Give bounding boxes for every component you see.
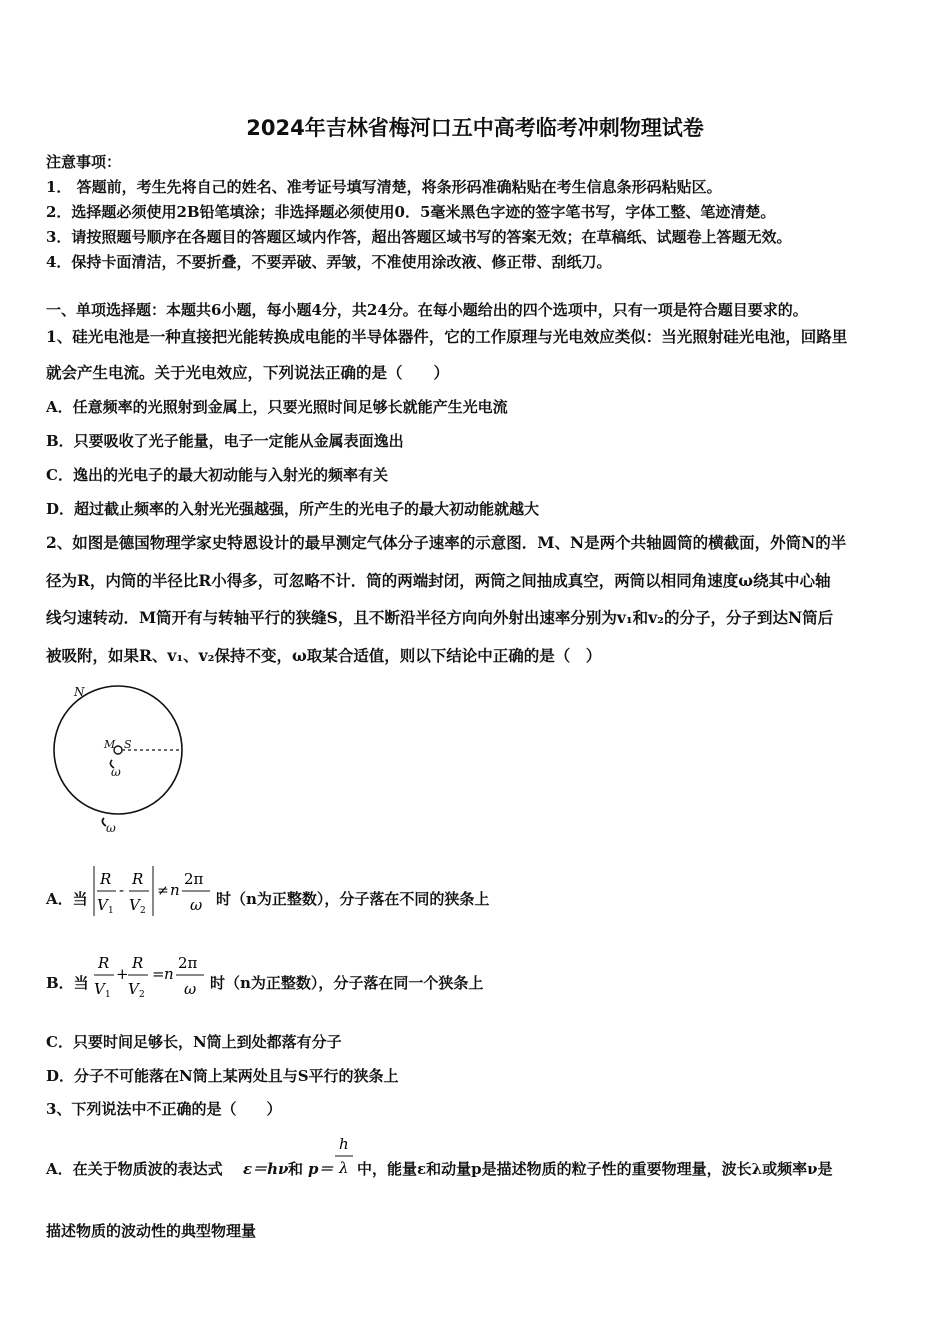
frac1-den: V [94, 980, 105, 998]
notice-item-1: 1． 答题前，考生先将自己的姓名、准考证号填写清楚，将条形码准确粘贴在考生信息条形码粘贴区。 [46, 178, 722, 196]
q1-option-c: C．逸出的光电子的最大初动能与入射光的频率有关 [46, 466, 388, 484]
frac-num-h: h [339, 1135, 349, 1153]
q3-option-a-post: 中，能量ε和动量p是描述物质的粒子性的重要物理量，波长λ或频率ν是 [357, 1160, 833, 1178]
minus-sign: - [119, 881, 125, 899]
q3-momentum-formula: p＝ [308, 1160, 334, 1178]
label-omega-inner: ω [111, 765, 121, 779]
q2-stem-line1: 2、如图是德国物理学家史特恩设计的最早测定气体分子速率的示意图．M、N是两个共轴圆筒的横截面，外筒N的半 [46, 533, 847, 552]
frac1-den: V [97, 896, 108, 914]
notice-item-4: 4．保持卡面清洁，不要折叠，不要弄破、弄皱，不准使用涂改液、修正带、刮纸刀。 [46, 253, 612, 271]
frac1-sub: 1 [108, 906, 114, 916]
q1-option-a: A．任意频率的光照射到金属上，只要光照时间足够长就能产生光电流 [46, 398, 508, 416]
plus-sign: + [116, 965, 129, 983]
frac2-den: V [129, 896, 140, 914]
eq-sign: = [152, 965, 165, 983]
q2-option-b-formula [92, 946, 208, 1004]
q1-option-d: D．超过截止频率的入射光光强越强，所产生的光电子的最大初动能就越大 [46, 500, 540, 518]
frac3-den: ω [190, 896, 203, 914]
notice-heading: 注意事项： [46, 153, 122, 171]
n-symbol: n [170, 881, 180, 899]
n-symbol: n [164, 965, 174, 983]
q2-stem-line4: 被吸附，如果R、v₁、v₂保持不变，ω取某合适值，则以下结论中正确的是（ ） [46, 646, 602, 665]
label-omega-outer: ω [106, 821, 116, 835]
q1-stem-line2: 就会产生电流。关于光电效应，下列说法正确的是（ ） [46, 363, 450, 382]
q3-h-over-lambda [333, 1132, 355, 1180]
frac3-den: ω [184, 980, 197, 998]
frac2-sub: 2 [139, 990, 145, 1000]
frac2-den: V [128, 980, 139, 998]
frac2-num: R [132, 870, 144, 888]
frac3-num: 2π [178, 954, 198, 972]
frac2-num: R [132, 954, 144, 972]
neq-sign: ≠ [157, 883, 169, 899]
q1-option-b: B．只要吸收了光子能量，电子一定能从金属表面逸出 [46, 432, 404, 450]
q3-energy-formula: ε＝hν [243, 1160, 289, 1178]
q2-stem-line3: 线匀速转动．M筒开有与转轴平行的狭缝S，且不断沿半径方向向外射出速率分别为v₁和v₂的分子，分子到达N筒后 [46, 608, 834, 627]
cylinder-diagram [48, 680, 188, 840]
section-heading: 一、单项选择题：本题共6小题，每小题4分，共24分。在每小题给出的四个选项中，只有一项是符合题目要求的。 [46, 301, 808, 319]
notice-item-3: 3．请按照题号顺序在各题目的答题区域内作答，超出答题区域书写的答案无效；在草稿纸、试题卷上答题无效。 [46, 228, 792, 246]
q2-option-b-suffix: 时（n为正整数），分子落在同一个狭条上 [210, 974, 484, 992]
page-title: 2024年吉林省梅河口五中高考临考冲刺物理试卷 [246, 116, 704, 140]
q1-stem-line1: 1、硅光电池是一种直接把光能转换成电能的半导体器件，它的工作原理与光电效应类似：当光照射硅光电池，回路里 [46, 327, 848, 346]
label-m: M [104, 738, 116, 751]
q2-option-b-prefix: B．当 [46, 974, 89, 992]
frac-den-lambda: λ [339, 1159, 349, 1177]
q3-and-word: 和 [288, 1160, 304, 1178]
q2-option-a-formula [92, 862, 214, 920]
frac2-sub: 2 [140, 906, 146, 916]
q3-stem: 3、下列说法中不正确的是（ ） [46, 1100, 282, 1118]
q2-option-a-prefix: A．当 [46, 890, 88, 908]
q2-stem-line2: 径为R，内筒的半径比R小得多，可忽略不计．筒的两端封闭，两筒之间抽成真空，两筒以相同角速度ω绕其中心轴 [46, 571, 831, 590]
q3-option-a-pre: A．在关于物质波的表达式 [46, 1160, 223, 1178]
notice-item-2: 2．选择题必须使用2B铅笔填涂；非选择题必须使用0．5毫米黑色字迹的签字笔书写，字体工整、笔迹清楚。 [46, 203, 776, 221]
frac1-num: R [100, 870, 112, 888]
frac3-num: 2π [184, 870, 204, 888]
q2-option-d: D．分子不可能落在N筒上某两处且与S平行的狭条上 [46, 1067, 399, 1085]
q3-option-a-line2: 描述物质的波动性的典型物理量 [46, 1222, 257, 1240]
frac1-num: R [98, 954, 110, 972]
q2-option-c: C．只要时间足够长，N筒上到处都落有分子 [46, 1033, 342, 1051]
outer-cylinder-n [54, 686, 182, 814]
q2-option-a-suffix: 时（n为正整数），分子落在不同的狭条上 [216, 890, 490, 908]
label-n: N [74, 685, 85, 699]
frac1-sub: 1 [105, 990, 111, 1000]
label-s: S [124, 738, 132, 751]
